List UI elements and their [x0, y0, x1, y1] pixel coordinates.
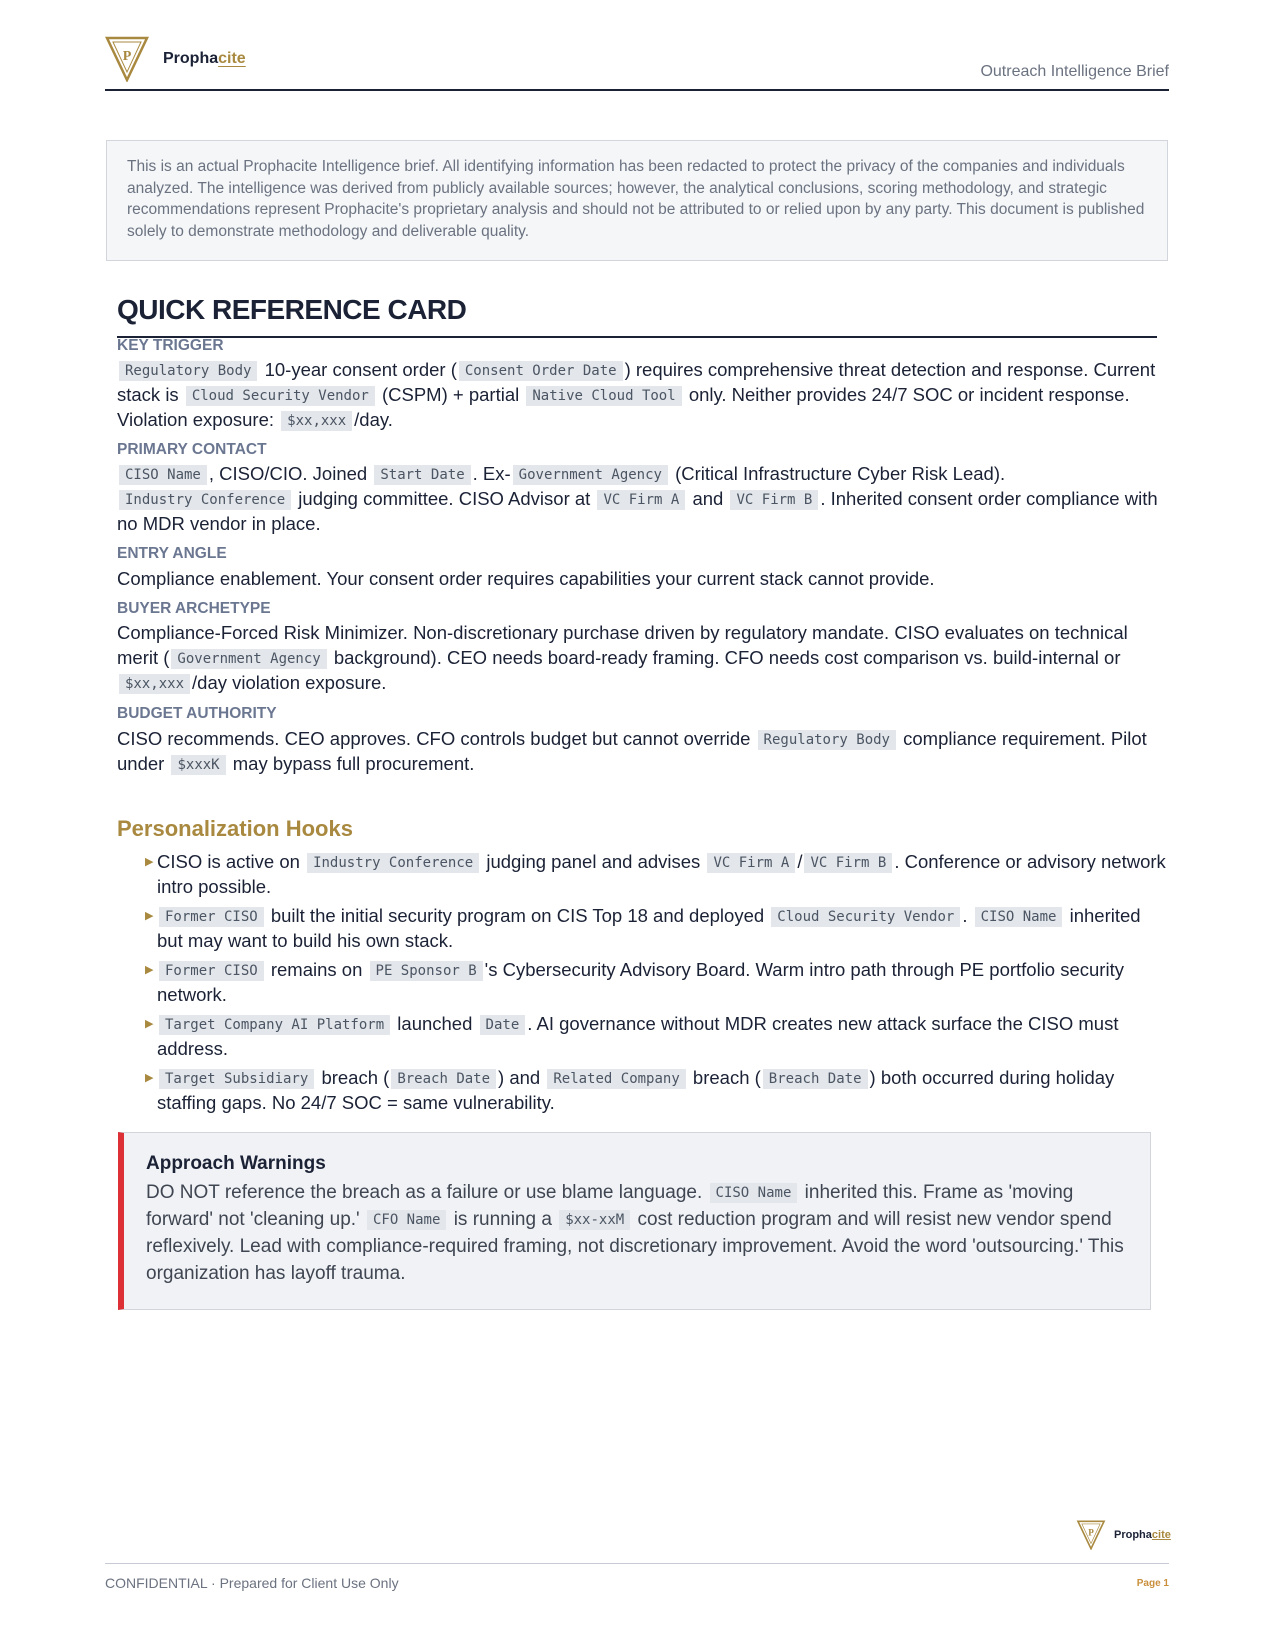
text-run: inherited but may want to build his own stack. [157, 905, 1141, 951]
text-run: only. Neither provides 24/7 SOC or incident response. Violation exposure: [117, 384, 1130, 430]
primary-contact-label: PRIMARY CONTACT [117, 441, 267, 458]
text-run: ) requires comprehensive threat detection and response. Current stack is [117, 359, 1156, 405]
text-run: , CISO/CIO. Joined [208, 463, 368, 484]
document-type: Outreach Intelligence Brief [980, 63, 1169, 80]
brand-main: Propha [163, 50, 219, 67]
redaction-chip: Government Agency [171, 649, 326, 669]
text-run: and [692, 488, 724, 509]
text-run: Compliance-Forced Risk Minimizer. Non-discretionary purchase driven by regulatory mandate. CISO evaluates on technical merit ( [117, 622, 1128, 668]
text-run: 's Cybersecurity Advisory Board. Warm intro path through PE portfolio security network. [157, 959, 1124, 1005]
redaction-chip: Date [480, 1015, 526, 1035]
warnings-title: Approach Warnings [146, 1153, 326, 1174]
redaction-chip: $xx,xxx [281, 411, 352, 431]
brand-accent: cite [1151, 1529, 1171, 1541]
brand-logo [105, 36, 246, 82]
primary-contact-text [117, 461, 1167, 536]
hooks-list [145, 849, 1170, 1119]
redaction-chip: VC Firm A [597, 490, 685, 510]
list-item [145, 957, 1170, 1007]
redaction-chip: Target Company AI Platform [159, 1015, 390, 1035]
redaction-chip: Consent Order Date [459, 361, 623, 381]
redaction-chip: CISO Name [119, 465, 207, 485]
entry-angle-label: ENTRY ANGLE [117, 545, 227, 562]
redaction-chip: VC Firm B [730, 490, 818, 510]
text-run: may bypass full procurement. [232, 753, 475, 774]
redaction-chip: Start Date [374, 465, 470, 485]
list-item [145, 1065, 1170, 1115]
arrow-bullet-icon: ▶ [145, 964, 154, 976]
text-run: ) both occurred during holiday staffing gaps. No 24/7 SOC = same vulnerability. [157, 1067, 1115, 1113]
text-run: . [962, 905, 968, 926]
text-run: CISO recommends. CEO approves. CFO controls budget but cannot override [117, 728, 751, 749]
brand-main: Propha [1114, 1529, 1152, 1541]
key-trigger-label: KEY TRIGGER [117, 337, 224, 354]
text-run: DO NOT reference the breach as a failure or use blame language. [146, 1182, 703, 1203]
redaction-chip: Government Agency [513, 465, 668, 485]
logo-triangle-icon [1076, 1520, 1106, 1550]
list-item [145, 903, 1170, 953]
text-run: breach ( [692, 1067, 761, 1088]
text-run: remains on [270, 959, 363, 980]
text-run: breach ( [321, 1067, 390, 1088]
hooks-title: Personalization Hooks [117, 816, 353, 841]
redaction-chip: $xxxK [171, 755, 225, 775]
page-number: Page 1 [1136, 1578, 1169, 1589]
redaction-chip: $xx-xxM [559, 1210, 630, 1230]
redaction-chip: Related Company [547, 1069, 685, 1089]
text-run: . Inherited consent order compliance with no MDR vendor in place. [117, 488, 1158, 534]
section-title: QUICK REFERENCE CARD [117, 293, 1157, 338]
disclaimer-box: This is an actual Prophacite Intelligence brief. All identifying information has been redacted to protect the privacy of the companies and individuals analyzed. The intelligence was derived from publicly available sources; however, the analytical conclusions, scoring methodology, and strategic recommendations represent Prophacite's proprietary analysis and should not be attributed to or relied upon by any party. This document is published solely to demonstrate methodology and deliverable quality. [106, 140, 1168, 261]
text-run: cost reduction program and will resist new vendor spend reflexively. Lead with compliance-required framing, not discretionary improvement. Avoid the word 'outsourcing.' This organization has layoff trauma. [146, 1209, 1124, 1284]
text-run: 10-year consent order ( [264, 359, 457, 380]
redaction-chip: Breach Date [391, 1069, 496, 1089]
buyer-archetype-label: BUYER ARCHETYPE [117, 600, 271, 617]
redaction-chip: $xx,xxx [119, 674, 190, 694]
text-run: launched [397, 1013, 473, 1034]
text-run: judging panel and advises [486, 851, 701, 872]
list-item [145, 849, 1170, 899]
redaction-chip: VC Firm A [707, 853, 795, 873]
arrow-bullet-icon: ▶ [145, 1018, 154, 1030]
text-run: (Critical Infrastructure Cyber Risk Lead). [675, 463, 1006, 484]
redaction-chip: CISO Name [975, 907, 1063, 927]
text-run: is running a [453, 1209, 552, 1230]
logo-letter: P [122, 49, 132, 64]
text-run: / [797, 851, 803, 872]
redaction-chip: VC Firm B [804, 853, 892, 873]
buyer-archetype-text [117, 620, 1167, 695]
confidential-notice: CONFIDENTIAL · Prepared for Client Use Only [105, 1575, 399, 1591]
text-run: . Conference or advisory network intro possible. [157, 851, 1166, 897]
redaction-chip: Regulatory Body [119, 361, 257, 381]
redaction-chip: Cloud Security Vendor [771, 907, 960, 927]
text-run: inherited this. Frame as 'moving forward' not 'cleaning up.' [146, 1182, 1074, 1230]
text-run: /day violation exposure. [192, 672, 387, 693]
redaction-chip: PE Sponsor B [370, 961, 483, 981]
text-run: . Ex- [472, 463, 511, 484]
redaction-chip: Native Cloud Tool [526, 386, 681, 406]
brand-name [163, 50, 246, 68]
redaction-chip: CFO Name [367, 1210, 446, 1230]
list-item [145, 1011, 1170, 1061]
text-run: CISO is active on [157, 851, 300, 872]
budget-authority-text [117, 726, 1167, 776]
redaction-chip: CISO Name [710, 1183, 798, 1203]
page-footer [105, 1563, 1169, 1603]
footer-logo [1076, 1520, 1171, 1550]
redaction-chip: Former CISO [159, 961, 264, 981]
logo-letter: P [1088, 1527, 1094, 1538]
entry-angle-text: Compliance enablement. Your consent order requires capabilities your current stack cannot provide. [117, 568, 935, 589]
text-run: (CSPM) + partial [381, 384, 520, 405]
brand-accent: cite [218, 50, 246, 67]
budget-authority-label: BUDGET AUTHORITY [117, 705, 277, 722]
logo-triangle-icon [105, 36, 149, 82]
arrow-bullet-icon: ▶ [145, 856, 154, 868]
redaction-chip: Cloud Security Vendor [186, 386, 375, 406]
text-run: ) and [498, 1067, 541, 1088]
text-run: built the initial security program on CIS Top 18 and deployed [270, 905, 765, 926]
redaction-chip: Former CISO [159, 907, 264, 927]
redaction-chip: Industry Conference [307, 853, 479, 873]
warnings-text [146, 1179, 1128, 1287]
footer-brand-name [1114, 1529, 1171, 1541]
arrow-bullet-icon: ▶ [145, 910, 154, 922]
arrow-bullet-icon: ▶ [145, 1072, 154, 1084]
key-trigger-text [117, 357, 1167, 432]
redaction-chip: Breach Date [763, 1069, 868, 1089]
redaction-chip: Industry Conference [119, 490, 291, 510]
text-run: compliance requirement. Pilot under [117, 728, 1147, 774]
redaction-chip: Target Subsidiary [159, 1069, 314, 1089]
redaction-chip: Regulatory Body [758, 730, 896, 750]
text-run: . AI governance without MDR creates new attack surface the CISO must address. [157, 1013, 1119, 1059]
approach-warnings-box [118, 1132, 1151, 1310]
page-header [105, 36, 1169, 91]
text-run: /day. [354, 409, 393, 430]
text-run: judging committee. CISO Advisor at [298, 488, 591, 509]
text-run: background). CEO needs board-ready framing. CFO needs cost comparison vs. build-internal or [333, 647, 1121, 668]
